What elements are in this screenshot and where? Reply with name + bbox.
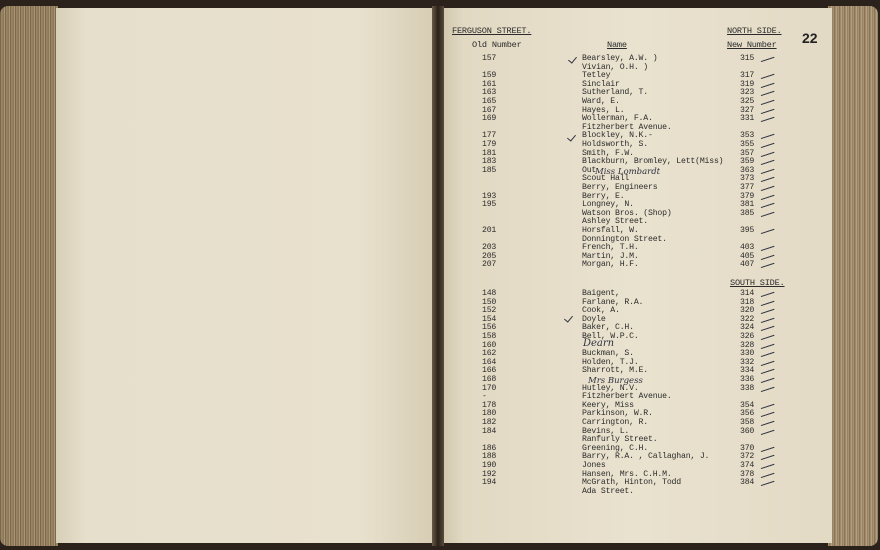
entry-old-number: 166 xyxy=(482,366,497,376)
entry-old-number: 154 xyxy=(482,314,497,324)
entry-name: McGrath, Hinton, Todd xyxy=(582,478,681,488)
entry-old-number: 190 xyxy=(482,461,497,470)
entry-name: Smith, F.W. xyxy=(582,148,634,158)
entry-name: French, T.H. xyxy=(582,243,639,253)
entry-old-number: 156 xyxy=(482,323,497,333)
entry-new-number: 320 xyxy=(740,306,755,316)
entry-name: Bearsley, A.W. ) xyxy=(582,54,658,63)
entry-new-number: 336 xyxy=(740,375,755,384)
entry-name: Holden, T.J. xyxy=(582,357,639,367)
entry-new-number: 374 xyxy=(740,461,755,470)
entry-old-number: 170 xyxy=(482,383,497,393)
entry-new-number: 358 xyxy=(740,418,755,427)
street-title: FERGUSON STREET. xyxy=(452,26,532,36)
entry-old-number: 168 xyxy=(482,375,497,384)
side-label-north: NORTH SIDE. xyxy=(727,26,782,36)
entry-old-number: 186 xyxy=(482,443,497,453)
entry-name: Ward, E. xyxy=(582,97,620,106)
entry-old-number: 194 xyxy=(482,478,497,488)
entry-old-number: 182 xyxy=(482,418,497,427)
entry-name: Ashley Street. xyxy=(582,217,648,227)
entry-name: Holdsworth, S. xyxy=(582,140,648,149)
entry-new-number: 407 xyxy=(740,260,755,270)
entry-new-number: 355 xyxy=(740,140,755,149)
entry-new-number: 334 xyxy=(740,366,755,376)
entry-name: Doyle xyxy=(582,314,606,324)
entry-old-number: 179 xyxy=(482,140,497,149)
left-page xyxy=(56,8,436,543)
entry-name: Ranfurly Street. xyxy=(582,435,658,445)
entry-name: Vivian, O.H. ) xyxy=(582,62,648,72)
entry-new-number: 403 xyxy=(740,243,755,253)
entry-name: Bell, W.P.C. xyxy=(582,332,639,341)
entry-name: Baker, C.H. xyxy=(582,323,634,333)
entry-new-number: 322 xyxy=(740,314,755,324)
entry-name: Farlane, R.A. xyxy=(582,297,644,307)
entry-new-number: 338 xyxy=(740,383,755,393)
entry-new-number: 354 xyxy=(740,400,755,410)
entry-name: Greening, C.H. xyxy=(582,443,648,453)
entry-old-number: 207 xyxy=(482,260,497,270)
entry-new-number: 330 xyxy=(740,349,755,359)
entry-new-number: 372 xyxy=(740,452,755,462)
entry-old-number: 195 xyxy=(482,200,497,210)
entry-old-number: 192 xyxy=(482,469,497,479)
entry-old-number: 163 xyxy=(482,88,497,98)
column-header-name: Name xyxy=(607,40,627,50)
entry-name: Morgan, H.F. xyxy=(582,260,639,270)
entry-old-number: 157 xyxy=(482,54,497,63)
entry-old-number: 167 xyxy=(482,105,497,115)
entry-new-number: 327 xyxy=(740,105,755,115)
entry-new-number: 370 xyxy=(740,443,755,453)
entry-new-number: 317 xyxy=(740,71,755,81)
entry-new-number: 353 xyxy=(740,131,755,141)
entry-old-number: 193 xyxy=(482,191,497,201)
entry-name: Buckman, S. xyxy=(582,349,634,359)
entry-new-number: 331 xyxy=(740,114,755,124)
entry-new-number: 359 xyxy=(740,157,755,167)
handwritten-note-south-168: Mrs Burgess xyxy=(588,376,643,386)
entry-name: Out xyxy=(582,165,597,175)
entry-name: Jones xyxy=(582,461,606,470)
entry-old-number: 185 xyxy=(482,165,497,175)
entry-name: Fitzherbert Avenue. xyxy=(582,392,672,402)
side-label-south: SOUTH SIDE. xyxy=(730,278,785,288)
entry-new-number: 384 xyxy=(740,478,755,488)
entry-name: Barry, R.A. , Callaghan, J. xyxy=(582,452,710,462)
entry-name: Donnington Street. xyxy=(582,234,667,244)
entry-old-number: 160 xyxy=(482,340,497,350)
entry-name: Ada Street. xyxy=(582,486,634,496)
entry-old-number: 203 xyxy=(482,243,497,253)
entry-name: Berry, Engineers xyxy=(582,183,658,192)
entry-old-number: 158 xyxy=(482,332,497,341)
entry-name: Wollerman, F.A. xyxy=(582,114,653,124)
entry-name: Sinclair xyxy=(582,79,620,89)
entry-name: Carrington, R. xyxy=(582,418,648,427)
left-page-edges xyxy=(0,6,58,546)
book-gutter xyxy=(432,6,444,546)
entry-old-number: 162 xyxy=(482,349,497,359)
entry-name: Horsfall, W. xyxy=(582,226,639,235)
entry-name: Tetley xyxy=(582,71,611,81)
entry-old-number: 183 xyxy=(482,157,497,167)
entry-old-number: 161 xyxy=(482,79,497,89)
entry-name: Sutherland, T. xyxy=(582,88,648,98)
column-header-old-number: Old Number xyxy=(472,40,522,50)
handwritten-note-north-185: Miss Lombardt xyxy=(595,167,661,177)
entry-new-number: 326 xyxy=(740,332,755,341)
entry-new-number: 318 xyxy=(740,297,755,307)
entry-name: Keery, Miss xyxy=(582,400,634,410)
entry-name: Blackburn, Bromley, Lett(Miss) xyxy=(582,157,724,167)
entry-name: Berry, E. xyxy=(582,191,625,201)
entry-new-number: 385 xyxy=(740,208,755,218)
entry-old-number: - xyxy=(482,392,487,402)
entry-name: Hutley, N.V. xyxy=(582,383,639,393)
entry-name: Bevins, L. xyxy=(582,426,630,436)
entry-name: Longney, N. xyxy=(582,200,634,210)
entry-old-number: 181 xyxy=(482,148,497,158)
entry-new-number: 381 xyxy=(740,200,755,210)
entry-name: Hansen, Mrs. C.H.M. xyxy=(582,469,672,479)
entry-old-number: 165 xyxy=(482,97,497,106)
entry-name: Fitzherbert Avenue. xyxy=(582,122,672,132)
entry-old-number: 205 xyxy=(482,251,497,261)
entry-name: Blockley, N.K.- xyxy=(582,131,653,141)
entry-new-number: 356 xyxy=(740,409,755,419)
entry-old-number: 188 xyxy=(482,452,497,462)
entry-new-number: 319 xyxy=(740,79,755,89)
entry-name: Sharrott, M.E. xyxy=(582,366,648,376)
entry-new-number: 324 xyxy=(740,323,755,333)
entry-new-number: 315 xyxy=(740,54,755,63)
entry-old-number: 164 xyxy=(482,357,497,367)
entry-name: Cook, A. xyxy=(582,306,620,316)
entry-old-number: 184 xyxy=(482,426,497,436)
entry-name: Hayes, L. xyxy=(582,105,625,115)
entry-new-number: 360 xyxy=(740,426,755,436)
column-header-new-number: New Number xyxy=(727,40,777,50)
entry-new-number: 378 xyxy=(740,469,755,479)
entry-old-number: 152 xyxy=(482,306,497,316)
entry-new-number: 363 xyxy=(740,165,755,175)
entry-name: Parkinson, W.R. xyxy=(582,409,653,419)
entry-old-number: 178 xyxy=(482,400,497,410)
entry-new-number: 395 xyxy=(740,226,755,235)
entry-name: Watson Bros. (Shop) xyxy=(582,208,672,218)
entry-old-number: 169 xyxy=(482,114,497,124)
entry-new-number: 332 xyxy=(740,357,755,367)
entry-old-number: 150 xyxy=(482,297,497,307)
entry-name: Baigent, xyxy=(582,289,620,298)
entry-new-number: 357 xyxy=(740,148,755,158)
entry-new-number: 314 xyxy=(740,289,755,298)
entry-old-number: 177 xyxy=(482,131,497,141)
entry-name: Scout Hall xyxy=(582,174,630,184)
right-page-edges xyxy=(828,6,878,546)
entry-new-number: 373 xyxy=(740,174,755,184)
entry-new-number: 328 xyxy=(740,340,755,350)
entry-old-number: 159 xyxy=(482,71,497,81)
entry-new-number: 405 xyxy=(740,251,755,261)
entry-new-number: 323 xyxy=(740,88,755,98)
entry-old-number: 148 xyxy=(482,289,497,298)
entry-old-number: 180 xyxy=(482,409,497,419)
page-number: 22 xyxy=(802,30,818,46)
handwritten-note-south-160: Dearn xyxy=(583,338,615,349)
entry-new-number: 325 xyxy=(740,97,755,106)
entry-old-number: 201 xyxy=(482,226,497,235)
entry-new-number: 379 xyxy=(740,191,755,201)
entry-new-number: 377 xyxy=(740,183,755,192)
entry-name: Martin, J.M. xyxy=(582,251,639,261)
